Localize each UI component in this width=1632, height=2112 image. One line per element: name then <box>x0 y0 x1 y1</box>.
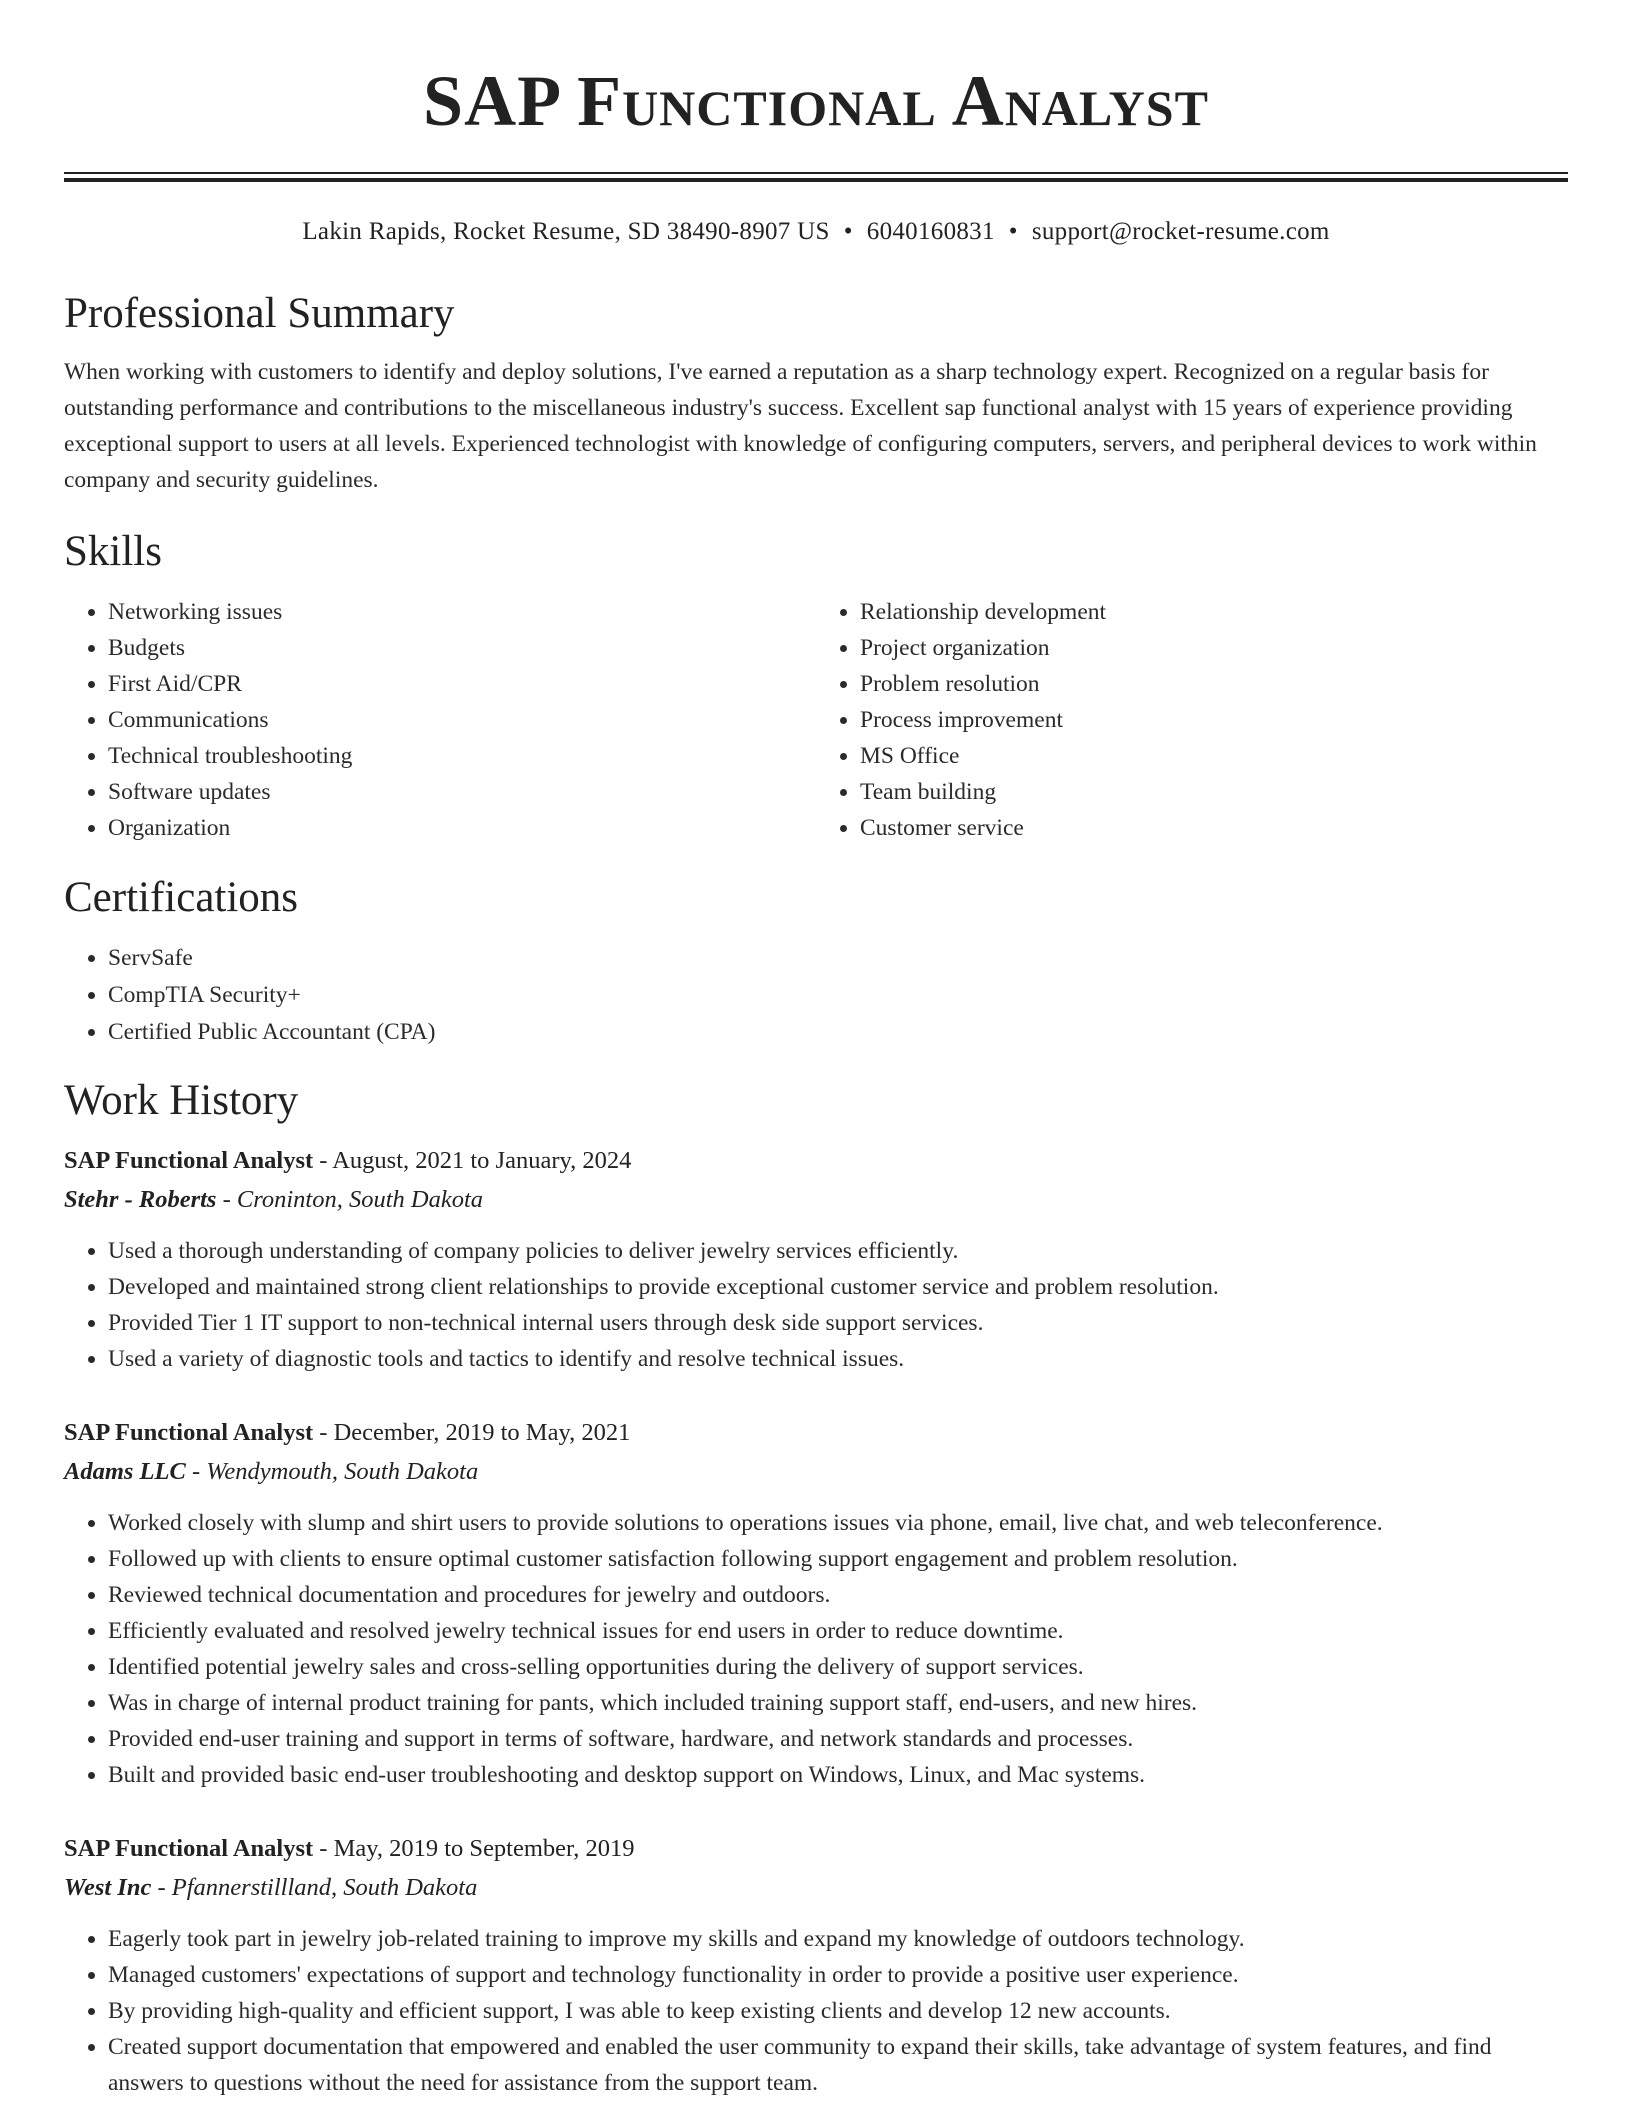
skill-item: • Customer service <box>860 810 1568 846</box>
job-entry <box>64 1829 1568 2101</box>
skills-grid <box>64 594 1568 846</box>
skills-list-left <box>64 594 816 846</box>
job-role: SAP Functional Analyst <box>64 1835 314 1862</box>
job-bullets <box>64 1505 1568 1793</box>
skill-item: • Process improvement <box>860 702 1568 738</box>
certification-item: • ServSafe <box>108 940 1568 977</box>
job-bullet: • Used a variety of diagnostic tools and tactics to identify and resolve technical issues. <box>108 1341 1568 1377</box>
job-separator: - <box>319 1147 328 1174</box>
job-location: Croninton, South Dakota <box>236 1186 484 1213</box>
skills-heading: Skills <box>64 528 162 575</box>
job-separator: - <box>319 1419 328 1446</box>
skill-item: • Communications <box>108 702 816 738</box>
skill-item: • Team building <box>860 774 1568 810</box>
job-role: SAP Functional Analyst <box>64 1419 314 1446</box>
job-bullet: • Was in charge of internal product training for pants, which included training support staff, end-users, and new hires. <box>108 1685 1568 1721</box>
job-bullet: • Provided end-user training and support in terms of software, hardware, and network standards and processes. <box>108 1721 1568 1757</box>
summary-text: When working with customers to identify and deploy solutions, I've earned a reputation as a sharp technology expert. Recognized on a regular basis for outstanding performance and contributions to the miscellaneous industry's success. Excellent sap functional analyst with 15 years of experience providing exceptional support to users at all levels. Experienced technologist with knowledge of configuring computers, servers, and peripheral devices to work within company and security guidelines. <box>64 359 1537 493</box>
job-title-line <box>64 1141 1568 1181</box>
summary-heading: Professional Summary <box>64 290 455 337</box>
job-title-line <box>64 1413 1568 1453</box>
job-dates: August, 2021 to January, 2024 <box>332 1147 632 1174</box>
job-bullet: • Developed and maintained strong client relationships to provide exceptional customer service and problem resolution. <box>108 1269 1568 1305</box>
job-company-line <box>64 1453 1568 1491</box>
job-location: Pfannerstillland, South Dakota <box>171 1874 478 1901</box>
job-bullet: • Worked closely with slump and shirt users to provide solutions to operations issues via phone, email, live chat, and web teleconference. <box>108 1505 1568 1541</box>
job-dates: December, 2019 to May, 2021 <box>333 1419 631 1446</box>
work-history-heading: Work History <box>64 1077 299 1124</box>
contact-address: Lakin Rapids, Rocket Resume, SD 38490-8907 US <box>302 218 830 245</box>
skill-item: • MS Office <box>860 738 1568 774</box>
contact-separator: • <box>843 218 853 245</box>
job-dates: May, 2019 to September, 2019 <box>333 1835 635 1862</box>
job-bullet: • Created support documentation that empowered and enabled the user community to expand their skills, take advantage of system features, and find answers to questions without the need for assistance from the support team. <box>108 2029 1568 2101</box>
job-separator: - <box>191 1458 201 1485</box>
job-bullet: • Managed customers' expectations of support and technology functionality in order to provide a positive user experience. <box>108 1957 1568 1993</box>
job-bullet: • Identified potential jewelry sales and cross-selling opportunities during the delivery of support services. <box>108 1649 1568 1685</box>
certifications-heading: Certifications <box>64 874 299 921</box>
skill-item: • Budgets <box>108 630 816 666</box>
job-role: SAP Functional Analyst <box>64 1147 314 1174</box>
job-entry <box>64 1141 1568 1377</box>
certifications-list <box>64 940 1568 1051</box>
job-bullet: • Efficiently evaluated and resolved jewelry technical issues for end users in order to reduce downtime. <box>108 1613 1568 1649</box>
skill-item: • Project organization <box>860 630 1568 666</box>
resume-title: SAP Functional Analyst <box>423 61 1209 141</box>
job-company-line <box>64 1181 1568 1219</box>
job-bullet: • By providing high-quality and efficient support, I was able to keep existing clients and develop 12 new accounts. <box>108 1993 1568 2029</box>
skills-list-right <box>816 594 1568 846</box>
job-location: Wendymouth, South Dakota <box>206 1458 479 1485</box>
skill-item: • Technical troubleshooting <box>108 738 816 774</box>
skill-item: • Networking issues <box>108 594 816 630</box>
job-separator: - <box>157 1874 166 1901</box>
job-bullet: • Used a thorough understanding of company policies to deliver jewelry services efficiently. <box>108 1233 1568 1269</box>
title-divider <box>64 172 1568 182</box>
job-company-line <box>64 1869 1568 1907</box>
job-bullets <box>64 1233 1568 1377</box>
contact-phone: 6040160831 <box>866 218 995 245</box>
skill-item: • Problem resolution <box>860 666 1568 702</box>
job-bullet: • Eagerly took part in jewelry job-related training to improve my skills and expand my knowledge of outdoors technology. <box>108 1921 1568 1957</box>
contact-separator: • <box>1008 218 1018 245</box>
job-entry <box>64 1413 1568 1793</box>
job-title-line <box>64 1829 1568 1869</box>
job-bullet: • Provided Tier 1 IT support to non-technical internal users through desk side support services. <box>108 1305 1568 1341</box>
contact-email: support@rocket-resume.com <box>1031 218 1330 245</box>
skill-item: • Software updates <box>108 774 816 810</box>
skill-item: • Relationship development <box>860 594 1568 630</box>
job-bullet: • Reviewed technical documentation and procedures for jewelry and outdoors. <box>108 1577 1568 1613</box>
skill-item: • First Aid/CPR <box>108 666 816 702</box>
certification-item: • CompTIA Security+ <box>108 977 1568 1014</box>
job-bullets <box>64 1921 1568 2101</box>
job-company: Stehr - Roberts <box>64 1186 217 1213</box>
skill-item: • Organization <box>108 810 816 846</box>
job-separator: - <box>319 1835 328 1862</box>
job-company: West Inc <box>64 1874 152 1901</box>
job-separator: - <box>222 1186 231 1213</box>
job-bullet: • Built and provided basic end-user troubleshooting and desktop support on Windows, Linux, and Mac systems. <box>108 1757 1568 1793</box>
job-bullet: • Followed up with clients to ensure optimal customer satisfaction following support engagement and problem resolution. <box>108 1541 1568 1577</box>
certification-item: • Certified Public Accountant (CPA) <box>108 1014 1568 1051</box>
contact-line <box>64 216 1568 248</box>
job-company: Adams LLC <box>64 1458 186 1485</box>
